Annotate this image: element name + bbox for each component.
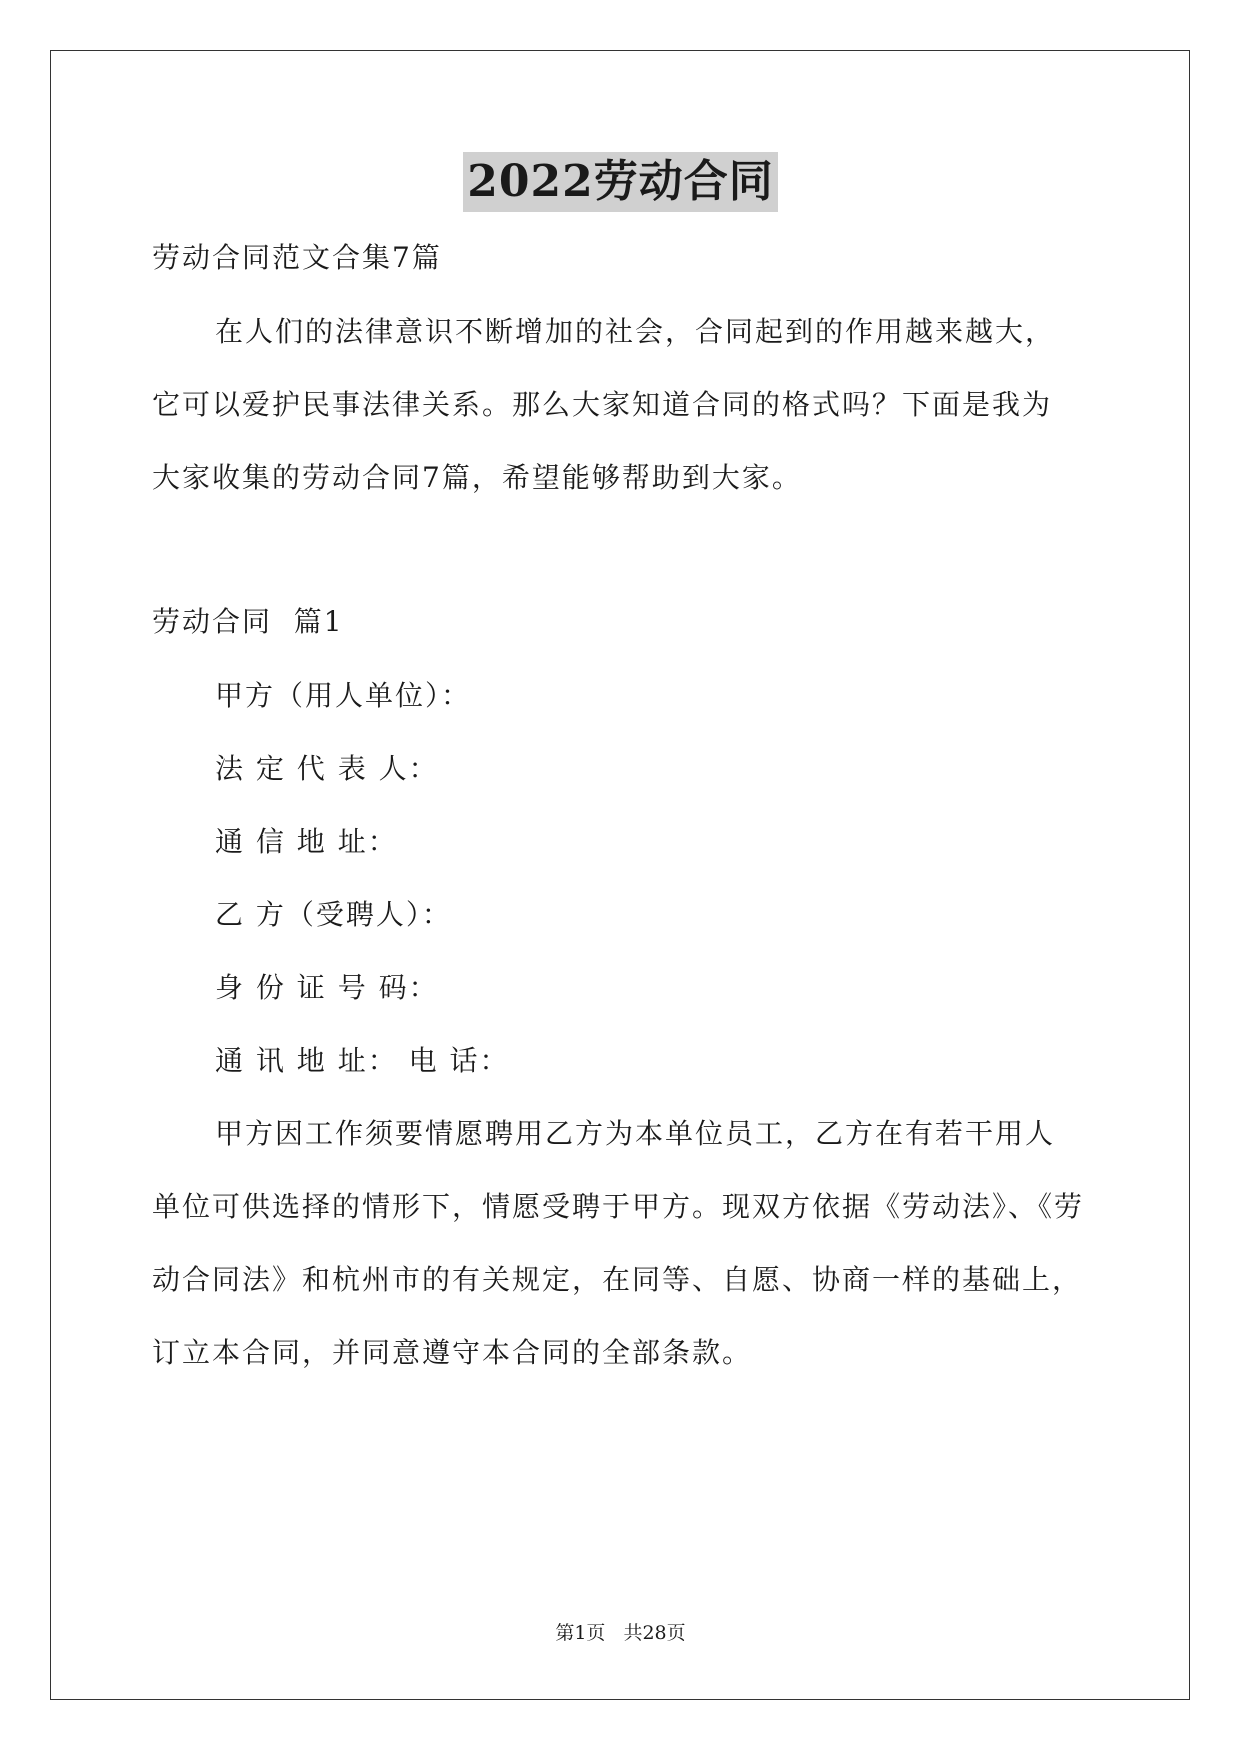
intro-line-1: 在人们的法律意识不断增加的社会，合同起到的作用越来越大， (215, 315, 1056, 348)
body-line-4: 订立本合同，并同意遵守本合同的全部条款。 (152, 1336, 753, 1369)
field-address: 通 信 地 址： (215, 825, 398, 858)
field-party-a: 甲方（用人单位）： (215, 679, 472, 712)
field-id-number: 身 份 证 号 码： (215, 971, 439, 1004)
intro-line-3: 大家收集的劳动合同7篇，希望能够帮助到大家。 (152, 461, 802, 494)
field-party-b: 乙 方（受聘人）： (215, 898, 452, 931)
page-total: 共28页 (623, 1622, 686, 1644)
section-heading: 劳动合同 篇1 (152, 605, 344, 638)
document-title: 2022劳动合同 (463, 152, 777, 212)
page-number: 第1页 (555, 1622, 606, 1644)
subtitle: 劳动合同范文合集7篇 (152, 241, 442, 274)
page-border (50, 50, 1190, 1700)
field-contact-address-phone: 通 讯 地 址： 电 话： (215, 1044, 510, 1077)
body-line-1: 甲方因工作须要情愿聘用乙方为本单位员工，乙方在有若干用人 (215, 1117, 1056, 1150)
intro-line-2: 它可以爱护民事法律关系。那么大家知道合同的格式吗？下面是我为 (152, 388, 1053, 421)
field-legal-representative: 法 定 代 表 人： (215, 752, 439, 785)
page-footer (0, 1620, 1241, 1646)
body-line-3: 动合同法》和杭州市的有关规定，在同等、自愿、协商一样的基础上， (152, 1263, 1083, 1296)
body-line-2: 单位可供选择的情形下，情愿受聘于甲方。现双方依据《劳动法》、《劳 (152, 1190, 1085, 1223)
title-container (0, 152, 1241, 212)
